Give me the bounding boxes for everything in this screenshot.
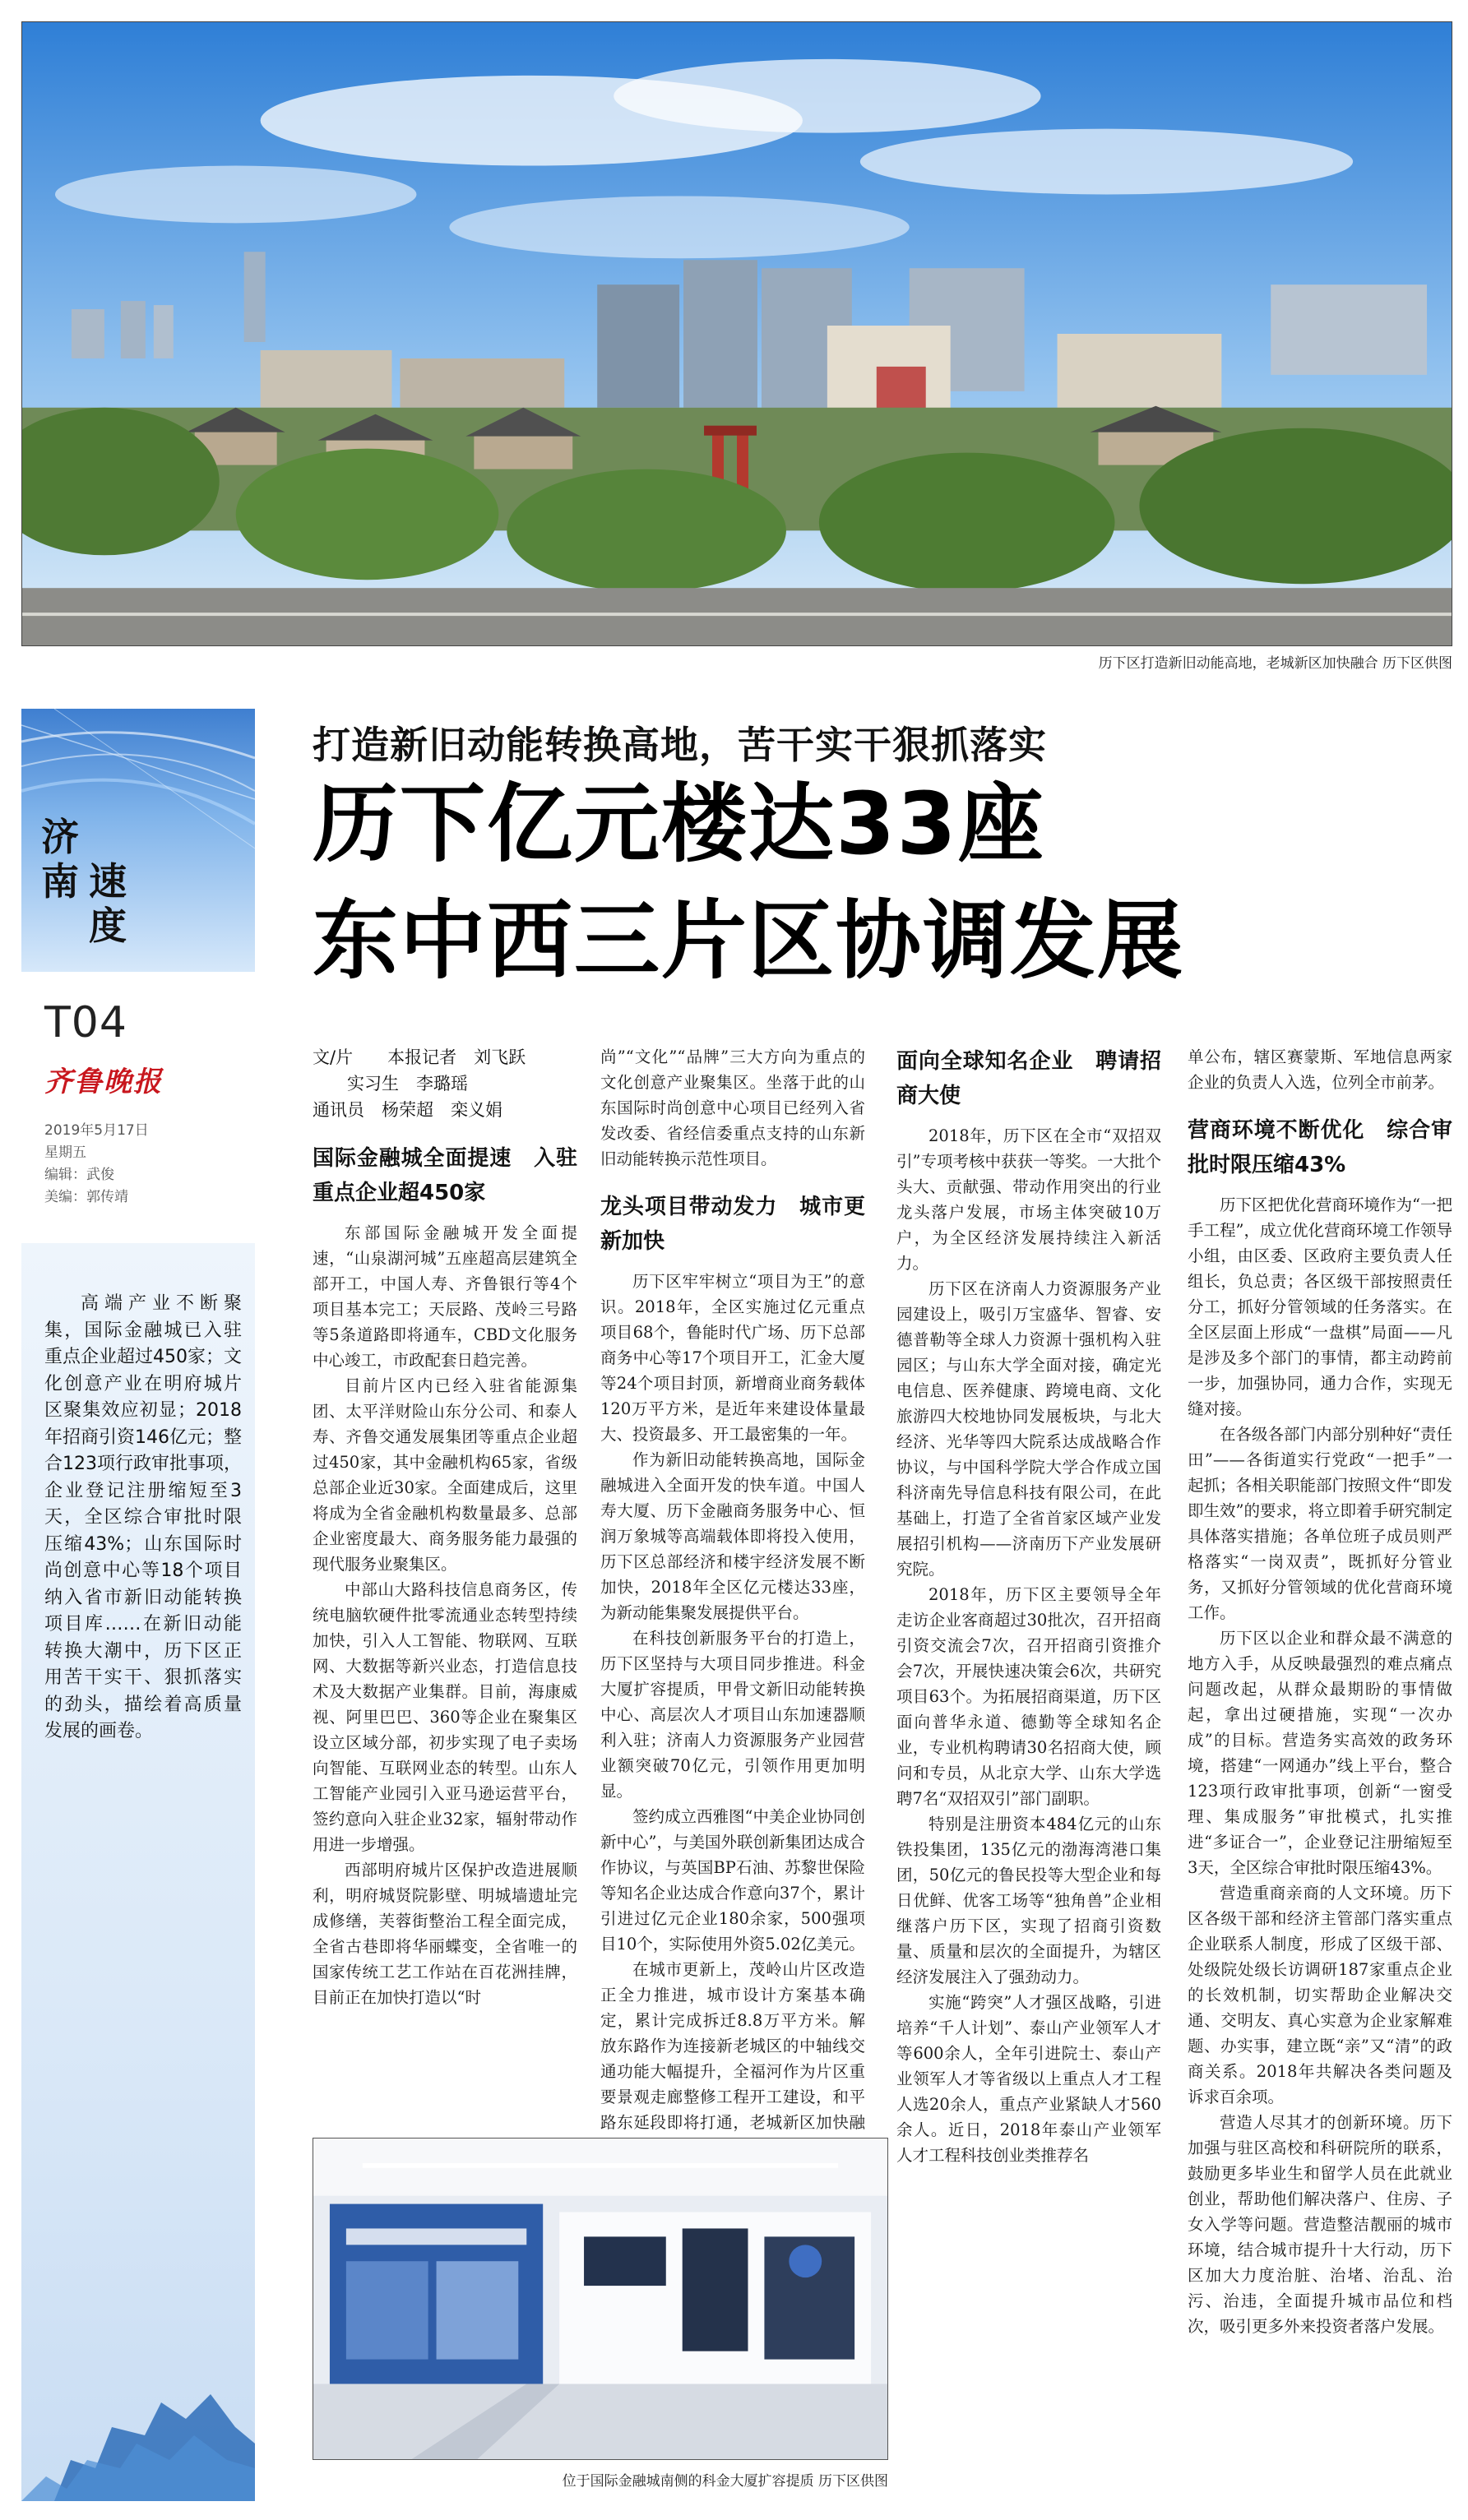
paragraph: 2018年，历下区主要领导全年走访企业客商超过30批次，召开招商引资交流会7次，召开招商引资推介会7次，开展快速决策会6次，共研究项目63个。为拓展招商渠道，历下区面向普华永道、德勤等全球知名企业，专业机构聘请30名招商大使，顾问和专员，从北京大学、山东大学选聘7名“双招双引”部门副职。 — [896, 1585, 1161, 1808]
article-column-4 — [1188, 1044, 1452, 2339]
article-column-3 — [896, 1044, 1161, 2168]
paragraph: 签约成立西雅图“中美企业协同创新中心”，与美国外联创新集团达成合作协议，与英国BP石油、苏黎世保险等知名企业达成合作意向37个，累计引进过亿元企业180余家，500强项目10个，实际使用外资5.02亿美元。 — [600, 1807, 865, 1954]
exhibition-illustration — [313, 2139, 887, 2459]
paragraph: 在各级各部门内部分别种好“责任田”——各街道实行党政“一把手”一起抓；各相关职能部门按照文件“即发即生效”的要求，将立即着手研究制定具体落实措施；各单位班子成员则严格落实“一岗双责”，既抓好分管业务，又抓好分管领域的优化营商环境工作。 — [1188, 1425, 1452, 1622]
section-title-char: 速 — [89, 859, 127, 904]
newspaper-logo: 齐鲁晚报 — [44, 1066, 163, 1098]
paragraph: 西部明府城片区保护改造进展顺利，明府城贤院影壁、明城墙遗址完成修缮，芙蓉街整治工程全面完成，全省古巷即将华丽蝶变，全省唯一的国家传统工艺工作站在百花洲挂牌，目前正在加快打造以“时 — [313, 1861, 577, 2007]
section-title-char: 南 — [41, 859, 79, 904]
city-skyline-photo — [21, 21, 1452, 646]
headline-kicker: 打造新旧动能转换高地，苦干实干狠抓落实 — [313, 723, 1047, 767]
subheading: 龙头项目带动发力 城市更新加快 — [600, 1195, 865, 1254]
paragraph: 中部山大路科技信息商务区，传统电脑软硬件批零流通业态转型持续加快，引入人工智能、物联网、互联网、大数据等新兴业态，打造信息技术及大数据产业集群。目前，海康威视、阿里巴巴、360等企业在聚集区设立区域分部，初步实现了电子卖场向智能、互联网业态的转型。山东人工智能产业园引入亚马逊运营平台，签约意向入驻企业32家，辐射带动作用进一步增强。 — [313, 1580, 577, 1854]
issue-date: 2019年5月17日 — [44, 1122, 149, 1139]
skyline-illustration — [22, 22, 1452, 645]
paragraph: 特别是注册资本484亿元的山东铁投集团，135亿元的渤海湾港口集团，50亿元的鲁民投等大型企业和每日优鲜、优客工场等“独角兽”企业相继落户历下区，实现了招商引资数量、质量和层次的全面提升，为辖区经济发展注入了强劲动力。 — [896, 1815, 1161, 1986]
page-number: T04 — [44, 998, 127, 1047]
paragraph: 实施“跨突”人才强区战略，引进培养“千人计划”、泰山产业领军人才等600余人，全年引进院士、泰山产业领军人才等省级以上重点人才工程人选20余人，重点产业紧缺人才560余人。近日，2018年泰山产业领军人才工程科技创业类推荐名 — [896, 1993, 1161, 2165]
subheading: 国际金融城全面提速 入驻重点企业超450家 — [313, 1146, 577, 1205]
paragraph: 东部国际金融城开发全面提速，“山泉湖河城”五座超高层建筑全部开工，中国人寿、齐鲁银行等4个项目基本完工；天辰路、茂岭三号路等5条道路即将通车，CBD文化服务中心竣工，市政配套日趋完善。 — [313, 1223, 577, 1370]
issue-meta — [44, 1120, 149, 1209]
paragraph: 历下区牢牢树立“项目为王”的意识。2018年，全区实施过亿元重点项目68个，鲁能时代广场、历下总部商务中心等17个项目开工，汇金大厦等24个项目封顶，新增商业商务载体120万平方米，是近年来建设体量最大、投资最多、开工最密集的一年。 — [600, 1272, 865, 1444]
paragraph: 历下区以企业和群众最不满意的地方入手，从反映最强烈的难点痛点问题改起，从群众最期盼的事情做起，拿出过硬措施，实现“一次办成”的目标。营造务实高效的政务环境，搭建“一网通办”线上平台，整合123项行政审批事项，创新“一窗受理、集成服务”审批模式，扎实推进“多证合一”，企业登记注册缩短至3天，全区综合审批时限压缩43%。 — [1188, 1629, 1452, 1877]
section-title-char: 度 — [89, 904, 127, 948]
article-column-2 — [600, 1044, 865, 2161]
subheading: 营商环境不断优化 综合审批时限压缩43% — [1188, 1118, 1452, 1177]
issue-weekday: 星期五 — [44, 1144, 86, 1161]
subheading: 面向全球知名企业 聘请招商大使 — [896, 1049, 1161, 1108]
paragraph: 尚”“文化”“品牌”三大方向为重点的文化创意产业聚集区。坐落于此的山东国际时尚创意中心项目已经列入省发改委、省经信委重点支持的山东新旧动能转换示范性项目。 — [600, 1047, 865, 1168]
section-title-char: 济 — [41, 815, 79, 859]
paragraph: 作为新旧动能转换高地，国际金融城进入全面开发的快车道。中国人寿大厦、历下金融商务服务中心、恒润万象城等高端载体即将投入使用，历下区总部经济和楼宇经济发展不断加快，2018年全区亿元楼达33座，为新动能集聚发展提供平台。 — [600, 1450, 865, 1622]
paragraph: 2018年，历下区在全市“双招双引”专项考核中获获一等奖。一大批个头大、贡献强、带动作用突出的行业龙头落户发展，市场主体突破10万户，为全区经济发展持续注入新活力。 — [896, 1126, 1161, 1273]
article-summary: 高端产业不断聚集，国际金融城已入驻重点企业超过450家；文化创意产业在明府城片区聚集效应初显；2018年招商引资146亿元；整合123项行政审批事项，企业登记注册缩短至3天，全区综合审批时限压缩43%；山东国际时尚创意中心等18个项目纳入省市新旧动能转换项目库……在新旧动能转换大潮中，历下区正用苦干实干、狠抓落实的劲头，描绘着高质量发展的画卷。 — [44, 1293, 242, 1741]
paragraph: 在科技创新服务平台的打造上，历下区坚持与大项目同步推进。科金大厦扩容提质，甲骨文新旧动能转换中心、高层次人才项目山东加速器顺利入驻；济南人力资源服务产业园营业额突破70亿元，引领作用更加明显。 — [600, 1629, 865, 1801]
art-editor-credit: 美编：郭传靖 — [44, 1189, 128, 1205]
district-map-graphic — [21, 2337, 255, 2501]
paragraph: 在城市更新上，茂岭山片区改造正全力推进，城市设计方案基本确定，累计完成拆迁8.8万平方米。解放东路作为连接新老城区的中轴线交通功能大幅提升，全福河作为片区重要景观走廊整修工程开工建设，和平路东延段即将打通，老城新区加快融 — [600, 1960, 865, 2132]
headline-secondary: 东中西三片区协调发展 — [313, 890, 1185, 991]
section-sidebar — [21, 709, 255, 2501]
bottom-photo-caption: 位于国际金融城南侧的科金大厦扩容提质 历下区供图 — [562, 2473, 888, 2490]
paragraph: 营造人尽其才的创新环境。历下加强与驻区高校和科研院所的联系，鼓励更多毕业生和留学人员在此就业创业，帮助他们解决落户、住房、子女入学等问题。营造整洁靓丽的城市环境，结合城市提升十大行动，历下区加大力度治脏、治堵、治乱、治污、治违，全面提升城市品位和档次，吸引更多外来投资者落户发展。 — [1188, 2113, 1452, 2336]
paragraph: 目前片区内已经入驻省能源集团、太平洋财险山东分公司、和泰人寿、齐鲁交通发展集团等重点企业超过450家，其中金融机构65家，省级总部企业近30家。全面建成后，这里将成为全省金融机构数量最多、总部企业密度最大、商务服务能力最强的现代服务业聚集区。 — [313, 1376, 577, 1574]
byline — [313, 1044, 577, 1123]
section-banner — [21, 709, 255, 972]
byline-line: 文/片 本报记者 刘飞跃 — [313, 1047, 526, 1067]
paragraph: 营造重商亲商的人文环境。历下区各级干部和经济主管部门落实重点企业联系人制度，形成了区级干部、处级院处级长访调研187家重点企业的长效机制，切实帮助企业解决交通、交明友、真心实意为企业家解难题、办实事，建立既“亲”又“清”的政商关系。2018年共解决各类问题及诉求百余项。 — [1188, 1884, 1452, 2106]
byline-line: 实习生 李璐瑶 — [313, 1074, 468, 1094]
editor-credit: 编辑：武俊 — [44, 1167, 114, 1183]
section-title — [41, 807, 156, 964]
article-column-1 — [313, 1044, 577, 2010]
paragraph: 历下区把优化营商环境作为“一把手工程”，成立优化营商环境工作领导小组，由区委、区政府主要负责人任组长，负总责；各区级干部按照责任分工，抓好分管领域的任务落实。在全区层面上形成“一盘棋”局面——凡是涉及多个部门的事情，都主动跨前一步，加强协同，通力合作，实现无缝对接。 — [1188, 1195, 1452, 1418]
paragraph: 历下区在济南人力资源服务产业园建设上，吸引万宝盛华、智睿、安德普勒等全球人力资源十强机构入驻园区；与山东大学全面对接，确定光电信息、医养健康、跨境电商、文化旅游四大校地协同发展板块，与北大经济、光华等四大院系达成战略合作协议，与中国科学院大学合作成立国科济南先导信息科技有限公司，在此基础上，打造了全省首家区域产业发展招引机构——济南历下产业发展研究院。 — [896, 1279, 1161, 1579]
exhibition-hall-photo — [313, 2138, 888, 2460]
byline-line: 通讯员 杨荣超 栾义娟 — [313, 1100, 502, 1120]
headline-main: 历下亿元楼达33座 — [313, 774, 1045, 874]
top-photo-caption: 历下区打造新旧动能高地，老城新区加快融合 历下区供图 — [1098, 655, 1452, 672]
paragraph: 单公布，辖区赛蒙斯、军地信息两家企业的负责人入选，位列全市前茅。 — [1188, 1047, 1452, 1092]
